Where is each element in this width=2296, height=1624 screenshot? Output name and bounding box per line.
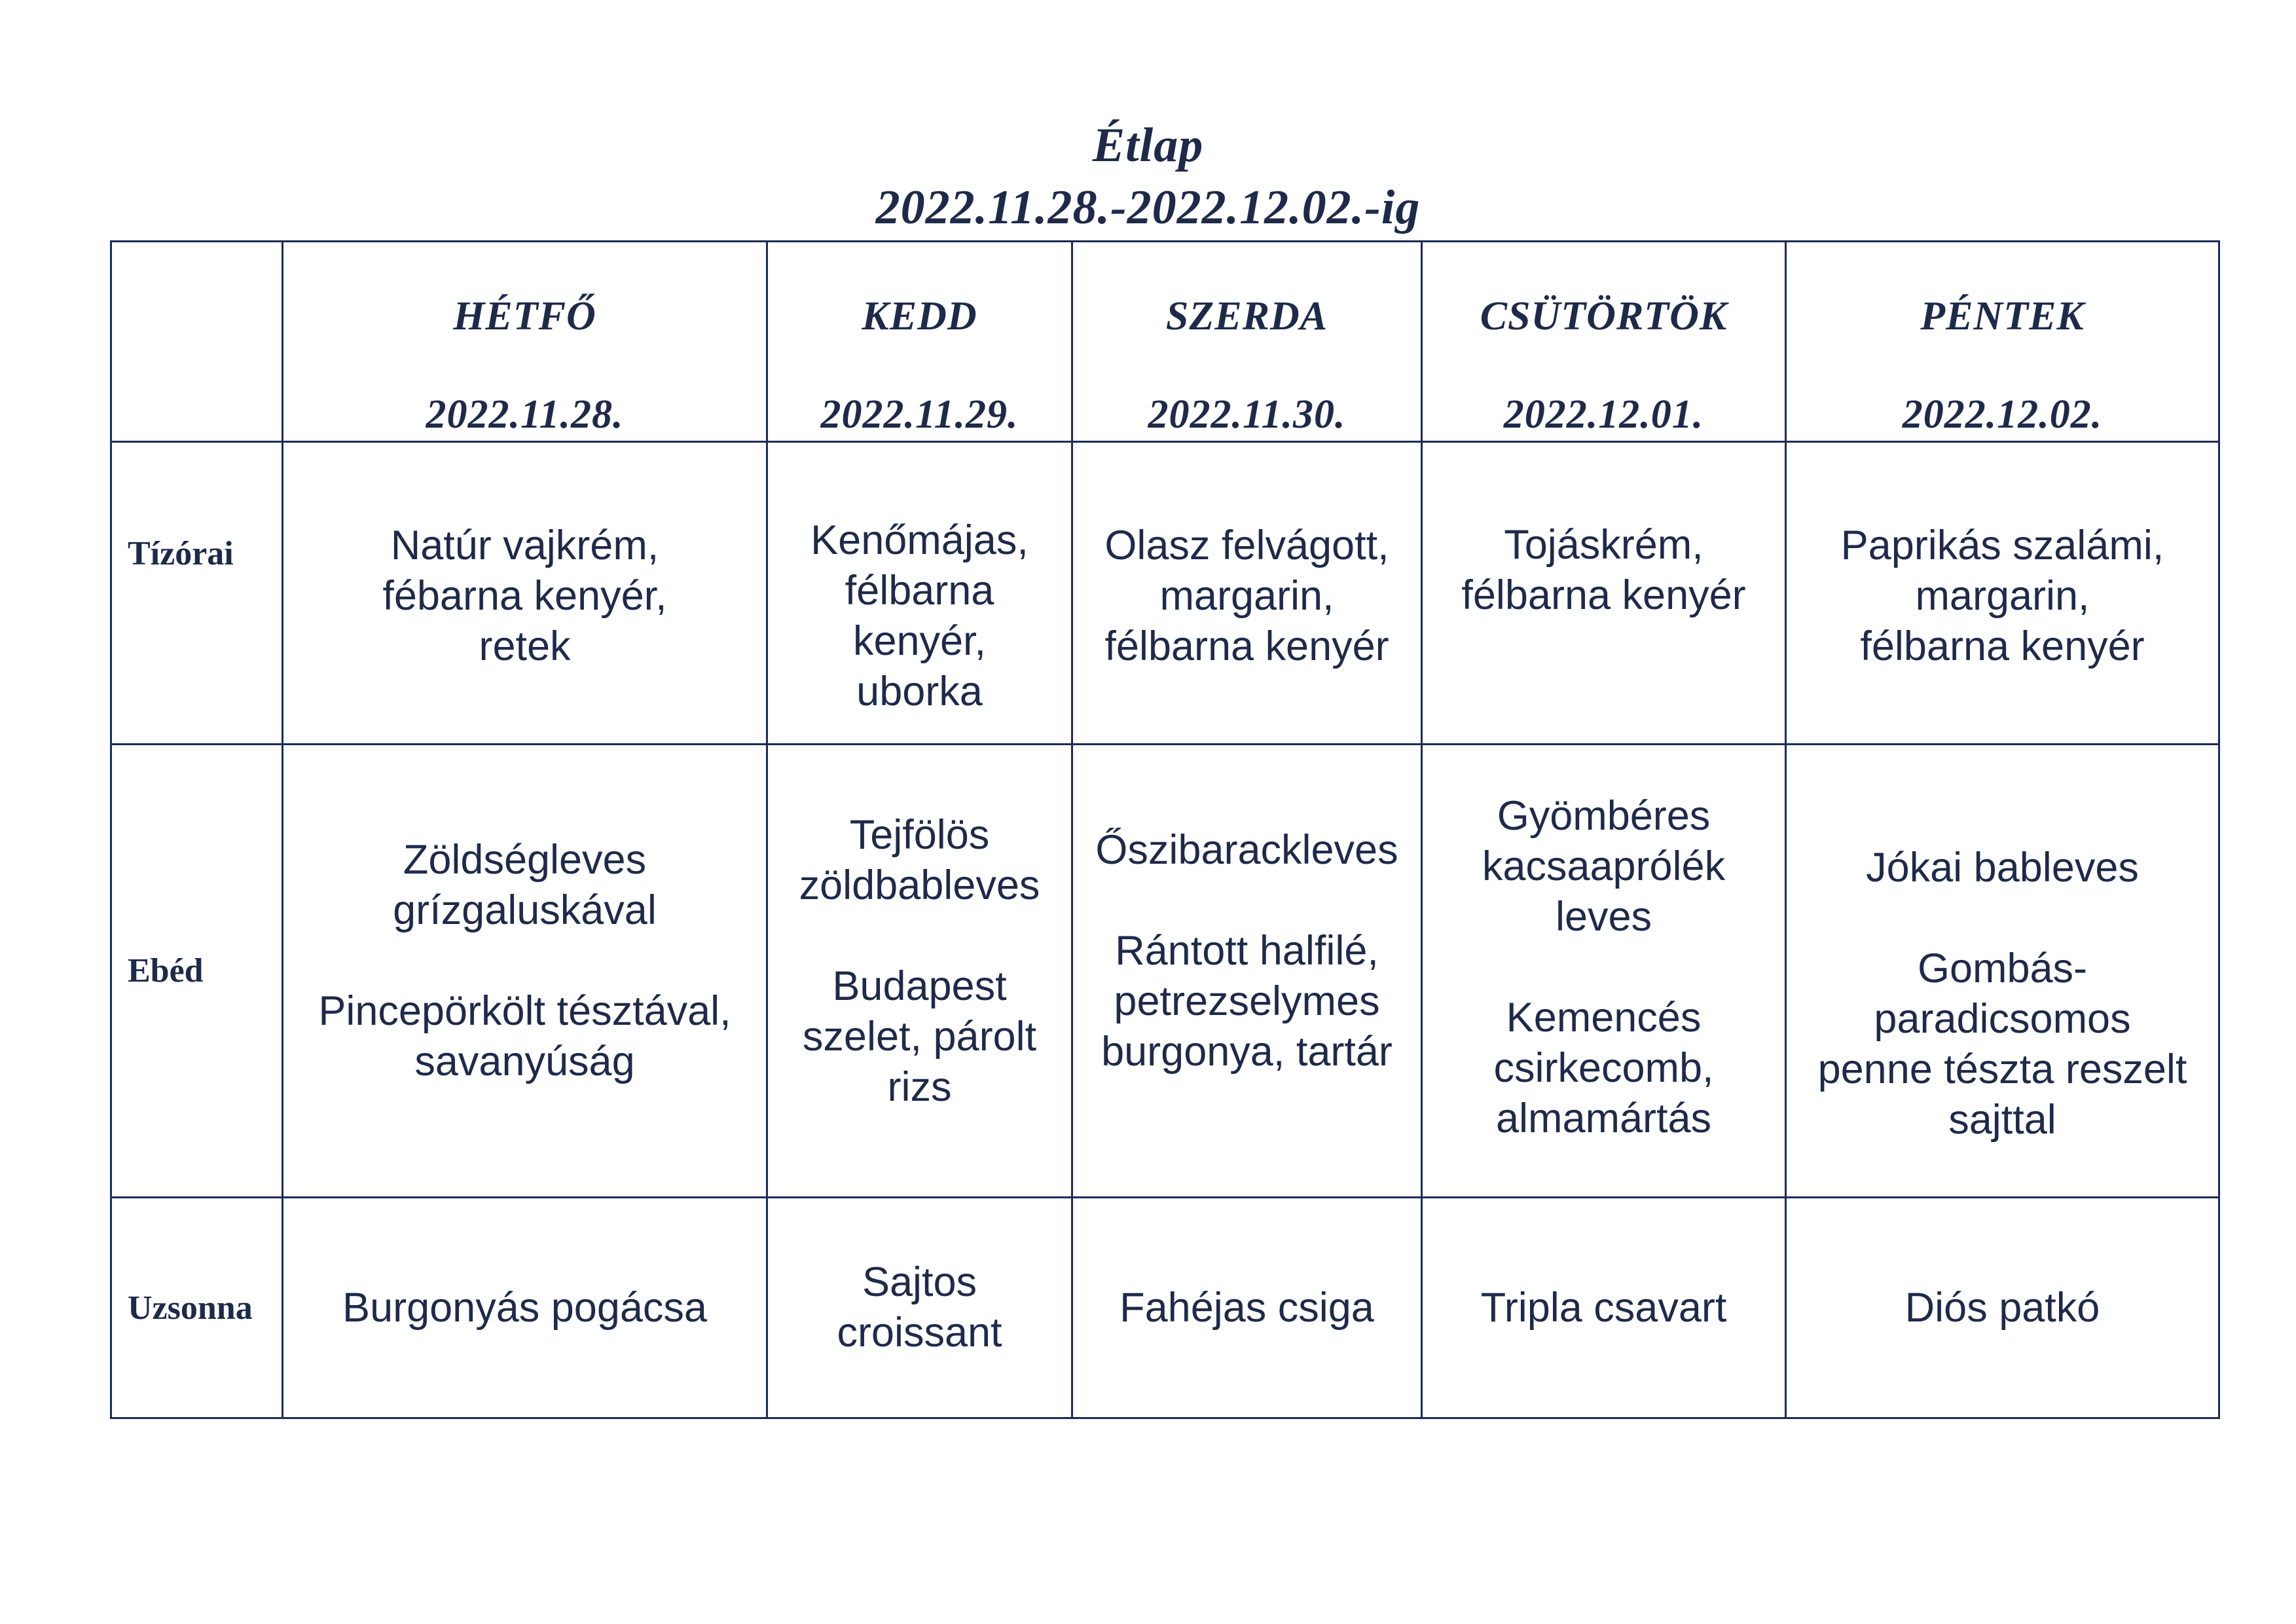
spacer [1795,893,2210,944]
food-line: félbarna kenyér [1461,572,1746,618]
soup-line: zöldbableves [799,862,1040,908]
corner-cell [111,242,283,442]
main-line: petrezselymes [1114,978,1380,1024]
menu-cell [1072,1198,1422,1418]
weekly-menu-table [110,240,2220,1419]
soup-line: grízgaluskával [393,887,657,933]
main-line: savanyúság [414,1039,635,1084]
food-line: uborka [856,668,983,714]
day-header-thursday [1422,242,1786,442]
header-row [111,242,2219,442]
day-header-wednesday [1072,242,1422,442]
menu-title: Étlap [1092,119,1204,172]
meal-row-ebed [111,745,2219,1198]
food-line: Diós patkó [1904,1284,2100,1331]
food-line: fébarna kenyér, [382,573,667,619]
food-line: Kenőmájas, [811,517,1029,563]
menu-cell [1786,442,2219,745]
food-line: Paprikás szalámi, [1840,523,2164,568]
day-name: CSÜTÖRTÖK [1480,294,1728,339]
soup-line: kacsaaprólék [1482,843,1726,889]
soup-line: Őszibarackleves [1095,827,1398,873]
main-line: rizs [887,1063,952,1110]
food-line: Burgonyás pogácsa [342,1284,707,1331]
main-line: Pincepörkölt tésztával, [318,988,731,1034]
soup-line: leves [1555,894,1652,940]
main-line: Budapest [832,963,1007,1009]
day-header-monday [283,242,767,442]
spacer [1081,876,1413,926]
day-date: 2022.11.29. [820,392,1019,437]
meal-row-uzsonna [111,1198,2219,1418]
main-line: paradicsomos [1874,995,2131,1042]
meal-row-tizorai [111,442,2219,745]
food-line: croissant [837,1310,1002,1356]
menu-cell [1786,745,2219,1198]
food-line: Olasz felvágott, [1104,523,1389,568]
food-line: margarin, [1915,573,2090,619]
food-line: félbarna kenyér [1104,623,1389,669]
day-name: KEDD [862,294,977,339]
day-date: 2022.12.02. [1902,392,2103,437]
main-line: sajttal [1948,1096,2056,1143]
menu-cell [1786,1198,2219,1418]
day-name: SZERDA [1165,294,1328,339]
menu-date-range: 2022.11.28.-2022.12.02.-ig [875,181,1421,234]
menu-cell [1422,1198,1786,1418]
day-header-friday [1786,242,2219,442]
main-line: almamártás [1495,1096,1712,1141]
food-line: Tojáskrém, [1504,521,1704,568]
menu-cell [283,442,767,745]
menu-cell [1072,745,1422,1198]
menu-cell [1422,745,1786,1198]
soup-line: Zöldségleves [403,837,647,883]
food-line: Fahéjas csiga [1120,1284,1374,1331]
soup-line: Gyömbéres [1497,793,1711,839]
meal-label: Ebéd [111,745,283,1198]
menu-cell [1072,442,1422,745]
spacer [776,911,1063,961]
soup-line: Jókai bableves [1866,844,2139,891]
menu-cell [1422,442,1786,745]
food-line: Natúr vajkrém, [390,523,659,568]
food-line: margarin, [1159,573,1334,619]
main-line: Rántott halfilé, [1115,928,1379,974]
menu-cell [767,1198,1072,1418]
spacer [291,936,758,986]
food-line: félbarna kenyér [1860,623,2145,669]
day-date: 2022.11.28. [426,392,624,437]
main-line: penne tészta reszelt [1817,1046,2187,1092]
day-date: 2022.11.30. [1148,392,1346,437]
food-line: félbarna [845,567,994,614]
main-line: csirkecomb, [1493,1045,1714,1091]
day-date: 2022.12.01. [1503,392,1704,437]
food-line: retek [479,623,571,669]
menu-cell [767,745,1072,1198]
spacer [1430,942,1777,993]
day-header-tuesday [767,242,1072,442]
menu-cell [283,745,767,1198]
main-line: Gombás- [1917,945,2088,991]
main-line: burgonya, tartár [1101,1029,1393,1075]
main-line: Kemencés [1506,995,1702,1041]
main-line: szelet, párolt [802,1013,1037,1060]
meal-label: Uzsonna [111,1198,283,1418]
day-name: HÉTFŐ [453,294,596,339]
food-line: kenyér, [852,618,987,664]
food-line: Tripla csavart [1480,1284,1727,1331]
soup-line: Tejfölös [849,811,990,858]
menu-cell [767,442,1072,745]
meal-label: Tízórai [111,442,283,745]
food-line: Sajtos [862,1259,977,1305]
menu-cell [283,1198,767,1418]
day-name: PÉNTEK [1920,294,2085,339]
